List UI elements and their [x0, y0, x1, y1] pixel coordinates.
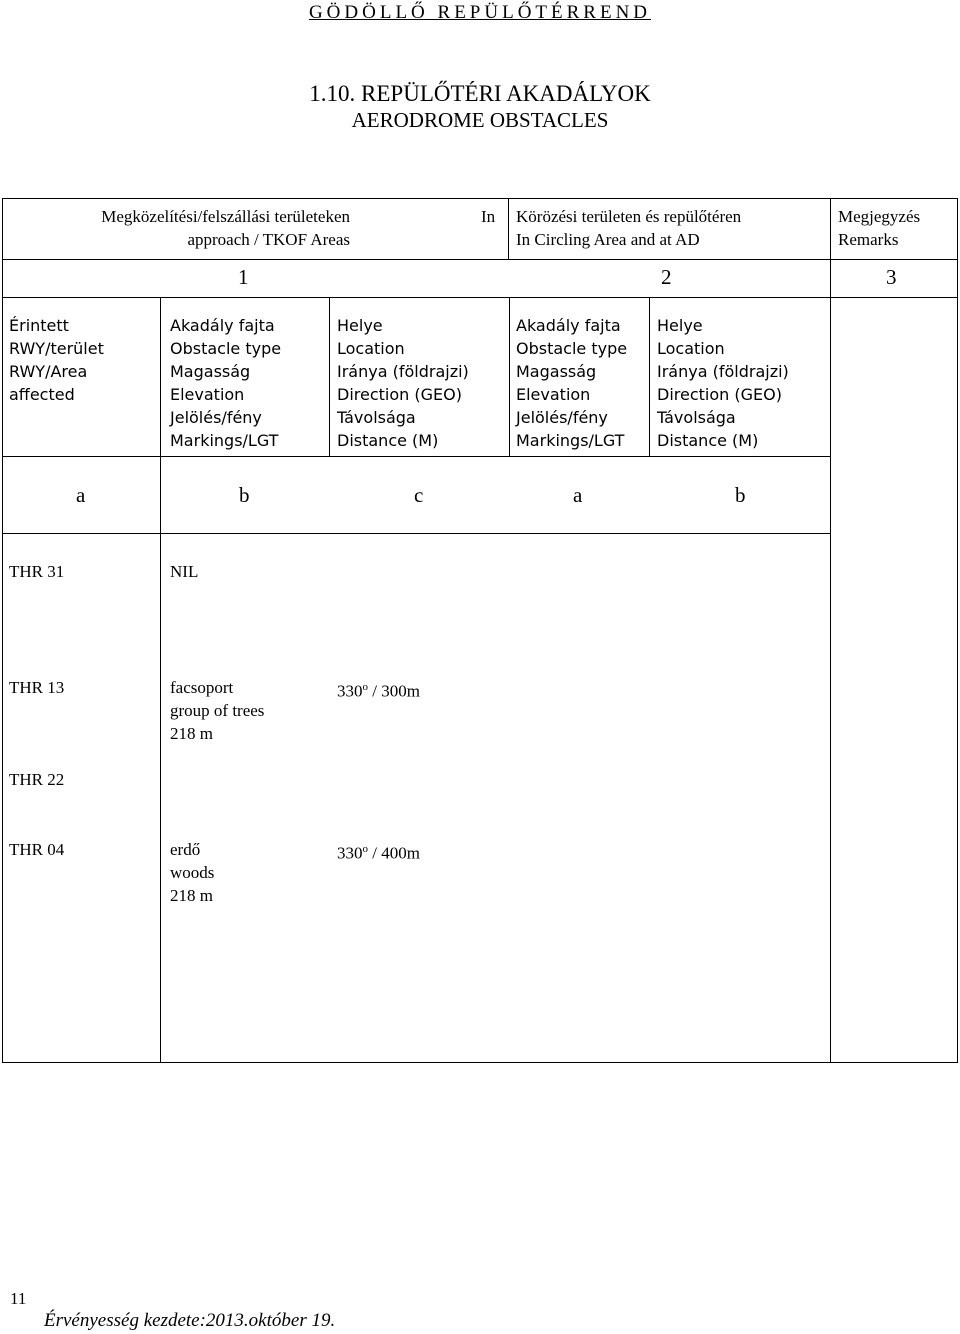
- approach-header-hu: Megközelítési/felszállási területeken: [101, 207, 350, 226]
- table-row-obstacle: erdő woods 218 m: [170, 840, 215, 905]
- group-number-2: 2: [661, 265, 672, 289]
- sub-letter-c: c: [414, 483, 424, 507]
- sub-letter-a-1: a: [76, 483, 86, 507]
- table-row-rwy: THR 13: [9, 678, 65, 697]
- table-row-location: 330$^o$ / 300m: [337, 681, 420, 701]
- validity-date: Érvényesség kezdete:2013.október 19.: [44, 1310, 336, 1331]
- column-header-rwy: Érintett RWY/terület RWY/Area affected: [9, 316, 104, 404]
- group-number-1: 1: [238, 265, 249, 289]
- section-title-en: AERODROME OBSTACLES: [351, 108, 609, 132]
- sub-letter-b-2: b: [735, 483, 746, 507]
- circling-header-hu: Körözési területen és repülőtéren: [516, 207, 742, 226]
- sub-letter-b-1: b: [239, 483, 250, 507]
- approach-header-en: approach / TKOF Areas: [187, 230, 350, 249]
- sub-letter-a-2: a: [573, 483, 583, 507]
- table-row-obstacle: facsoport group of trees 218 m: [170, 678, 265, 743]
- table-row-rwy: THR 04: [9, 840, 65, 859]
- column-header-location-2: Helye Location Iránya (földrajzi) Direction (GEO) Távolsága Distance (M): [657, 316, 789, 450]
- table-row-rwy-secondary: THR 22: [9, 770, 65, 789]
- remarks-header-hu: Megjegyzés: [838, 207, 921, 226]
- table-row-location: 330$^o$ / 400m: [337, 843, 420, 863]
- column-header-location-1: Helye Location Iránya (földrajzi) Direction (GEO) Távolsága Distance (M): [337, 316, 469, 450]
- group-number-3: 3: [886, 265, 897, 289]
- section-title-hu: 1.10. REPÜLŐTÉRI AKADÁLYOK: [309, 81, 651, 106]
- in-word: In: [481, 207, 496, 226]
- running-header: GÖDÖLLŐ REPÜLŐTÉRREND: [308, 2, 652, 23]
- column-header-obstacle-2: Akadály fajta Obstacle type Magasság Elevation Jelölés/fény Markings/LGT: [516, 316, 628, 450]
- circling-header-en: In Circling Area and at AD: [516, 230, 700, 249]
- column-header-obstacle-1: Akadály fajta Obstacle type Magasság Elevation Jelölés/fény Markings/LGT: [170, 316, 282, 450]
- remarks-header-en: Remarks: [838, 230, 899, 249]
- table-row-rwy: THR 31: [9, 562, 65, 581]
- page-number: 11: [10, 1289, 27, 1308]
- table-row-obstacle: NIL: [170, 562, 199, 581]
